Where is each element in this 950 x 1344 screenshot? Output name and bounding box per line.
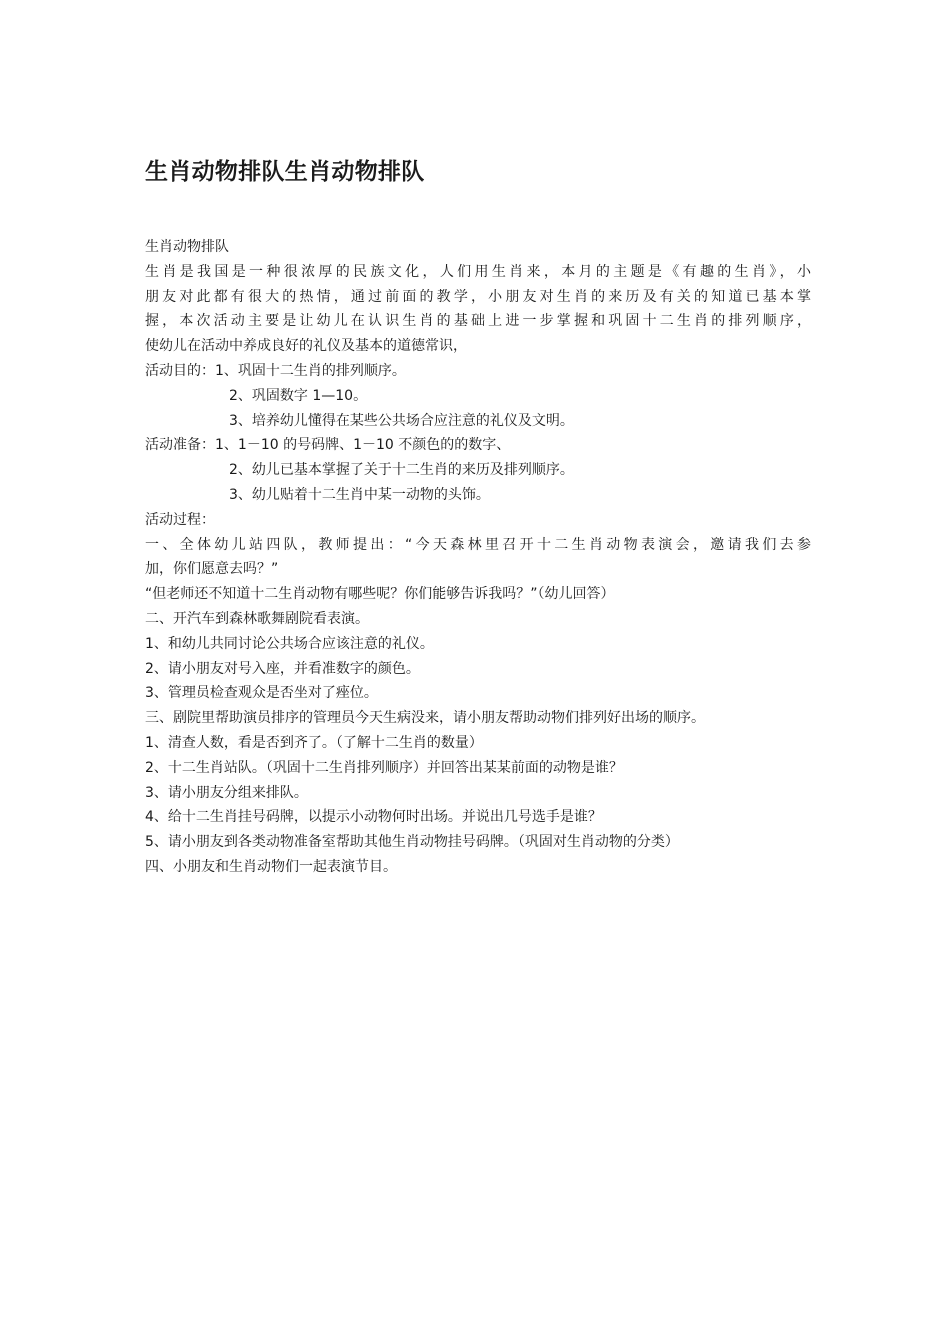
step-3-item-2: 2、十二生肖站队。（巩固十二生肖排列顺序）并回答出某某前面的动物是谁？ (145, 759, 623, 776)
step-2-item-1: 1、和幼儿共同讨论公共场合应该注意的礼仪。 (145, 635, 434, 652)
prep-line-2: 2、幼儿已基本掌握了关于十二生肖的来历及排列顺序。 (229, 462, 574, 479)
prep-line-3: 3、幼儿贴着十二生肖中某一动物的头饰。 (229, 486, 490, 503)
goal-line-3: 3、培养幼儿懂得在某些公共场合应注意的礼仪及文明。 (229, 412, 574, 429)
subtitle-line: 生肖动物排队 (145, 239, 229, 255)
step-1-line-3: “但老师还不知道十二生肖动物有哪些呢？你们能够告诉我吗？”（幼儿回答） (145, 586, 615, 603)
goal-line-2: 2、巩固数字 1—10。 (229, 387, 368, 404)
prep-line-1: 活动准备：1、1－10 的号码牌、1－10 不颜色的的数字、 (145, 437, 511, 454)
process-heading: 活动过程： (145, 511, 215, 528)
intro-line-4: 使幼儿在活动中养成良好的礼仪及基本的道德常识， (145, 338, 467, 355)
step-3-item-4: 4、给十二生肖挂号码牌，以提示小动物何时出场。并说出几号选手是谁？ (145, 809, 602, 826)
step-3-item-3: 3、请小朋友分组来排队。 (145, 784, 308, 801)
intro-line-3: 握，本次活动主要是让幼儿在认识生肖的基础上进一步掌握和巩固十二生肖的排列顺序， (145, 313, 811, 330)
step-2-heading: 二、开汽车到森林歌舞剧院看表演。 (145, 610, 369, 627)
goal-line-1: 活动目的：1、巩固十二生肖的排列顺序。 (145, 362, 406, 379)
document-title: 生肖动物排队生肖动物排队 (145, 159, 425, 185)
step-2-item-2: 2、请小朋友对号入座，并看准数字的颜色。 (145, 660, 420, 677)
intro-line-1: 生肖是我国是一种很浓厚的民族文化，人们用生肖来，本月的主题是《有趣的生肖》，小 (145, 263, 811, 280)
document-body (145, 235, 811, 880)
step-3-item-1: 1、清查人数，看是否到齐了。（了解十二生肖的数量） (145, 734, 483, 751)
step-2-item-3: 3、管理员检查观众是否坐对了痤位。 (145, 685, 378, 702)
step-1-line-2: 加，你们愿意去吗？” (145, 561, 279, 578)
step-3-item-5: 5、请小朋友到各类动物准备室帮助其他生肖动物挂号码牌。（巩固对生肖动物的分类） (145, 834, 679, 851)
step-3-heading: 三、剧院里帮助演员排序的管理员今天生病没来，请小朋友帮助动物们排列好出场的顺序。 (145, 710, 705, 727)
step-1-line-1: 一、全体幼儿站四队，教师提出：“今天森林里召开十二生肖动物表演会，邀请我们去参 (145, 536, 811, 553)
intro-line-2: 朋友对此都有很大的热情，通过前面的教学，小朋友对生肖的来历及有关的知道已基本掌 (145, 288, 811, 305)
step-4-heading: 四、小朋友和生肖动物们一起表演节目。 (145, 858, 397, 875)
